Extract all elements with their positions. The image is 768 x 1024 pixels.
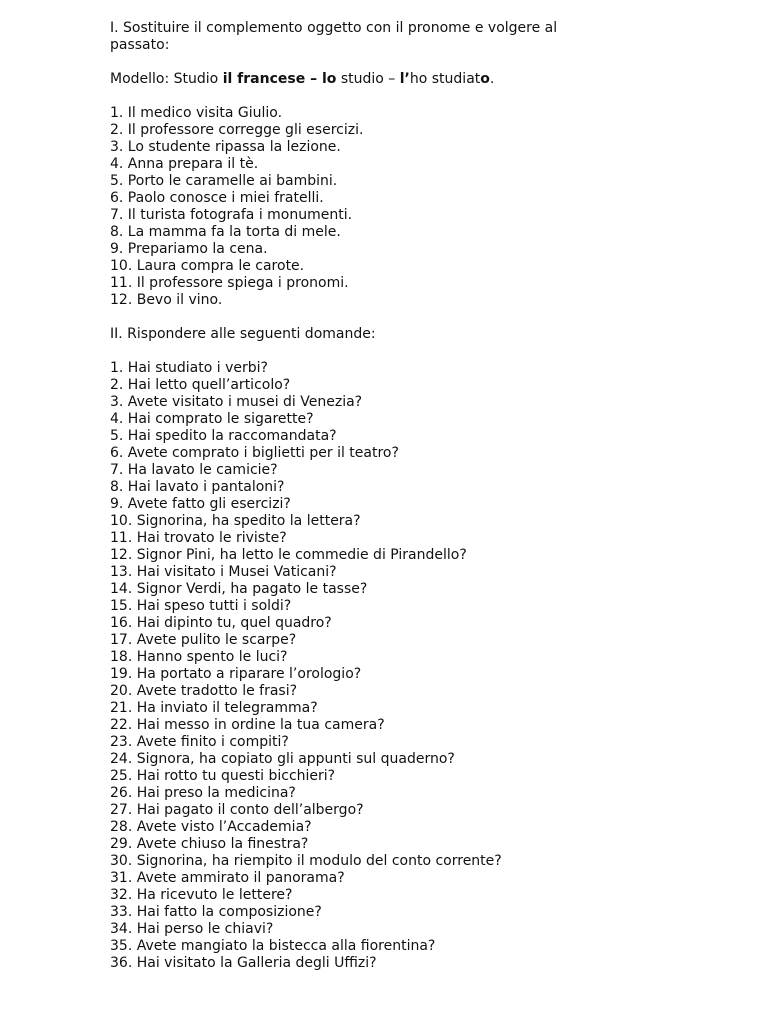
section-2-list (110, 360, 730, 972)
list-item: 8. Hai lavato i pantaloni? (110, 479, 285, 495)
list-item: 21. Ha inviato il telegramma? (110, 700, 318, 716)
model-period: . (489, 71, 495, 87)
spacer (110, 309, 730, 326)
list-item: 9. Prepariamo la cena. (110, 241, 268, 257)
list-item: 7. Ha lavato le camicie? (110, 462, 278, 478)
list-item: 6. Paolo conosce i miei fratelli. (110, 190, 324, 206)
list-item: 3. Avete visitato i musei di Venezia? (110, 394, 363, 410)
section-1-heading-line-2: passato: (110, 37, 170, 53)
list-item: 6. Avete comprato i biglietti per il teatro? (110, 445, 399, 461)
list-item: 13. Hai visitato i Musei Vaticani? (110, 564, 337, 580)
document-page (110, 20, 730, 972)
list-item: 18. Hanno spento le luci? (110, 649, 288, 665)
spacer (110, 88, 730, 105)
list-item: 32. Ha ricevuto le lettere? (110, 887, 293, 903)
list-item: 26. Hai preso la medicina? (110, 785, 296, 801)
model-ending: o (480, 71, 490, 87)
list-item: 4. Anna prepara il tè. (110, 156, 259, 172)
list-item: 4. Hai comprato le sigarette? (110, 411, 314, 427)
list-item: 7. Il turista fotografa i monumenti. (110, 207, 353, 223)
list-item: 17. Avete pulito le scarpe? (110, 632, 297, 648)
model-dash: – (305, 71, 322, 87)
model-past: ho studiat (409, 71, 481, 87)
list-item: 23. Avete finito i compiti? (110, 734, 289, 750)
model-prefix: Modello: Studio (110, 71, 223, 87)
list-item: 28. Avete visto l’Accademia? (110, 819, 312, 835)
list-item: 20. Avete tradotto le frasi? (110, 683, 298, 699)
section-1-list (110, 105, 730, 309)
spacer (110, 343, 730, 360)
list-item: 1. Il medico visita Giulio. (110, 105, 283, 121)
list-item: 12. Signor Pini, ha letto le commedie di Pirandello? (110, 547, 467, 563)
list-item: 11. Hai trovato le riviste? (110, 530, 287, 546)
list-item: 5. Hai spedito la raccomandata? (110, 428, 337, 444)
list-item: 2. Il professore corregge gli esercizi. (110, 122, 364, 138)
model-middle: studio – (336, 71, 400, 87)
list-item: 22. Hai messo in ordine la tua camera? (110, 717, 385, 733)
model-example (110, 71, 730, 88)
list-item: 10. Signorina, ha spedito la lettera? (110, 513, 361, 529)
list-item: 33. Hai fatto la composizione? (110, 904, 322, 920)
model-pronoun: lo (321, 71, 337, 87)
list-item: 27. Hai pagato il conto dell’albergo? (110, 802, 364, 818)
list-item: 3. Lo studente ripassa la lezione. (110, 139, 341, 155)
model-object: il francese (222, 71, 306, 87)
list-item: 2. Hai letto quell’articolo? (110, 377, 291, 393)
list-item: 29. Avete chiuso la finestra? (110, 836, 309, 852)
section-1 (110, 20, 730, 309)
list-item: 30. Signorina, ha riempito il modulo del conto corrente? (110, 853, 502, 869)
section-1-heading-line-1: I. Sostituire il complemento oggetto con il pronome e volgere al (110, 20, 558, 36)
list-item: 24. Signora, ha copiato gli appunti sul quaderno? (110, 751, 455, 767)
list-item: 11. Il professore spiega i pronomi. (110, 275, 349, 291)
model-elided-pronoun: l’ (399, 71, 410, 87)
list-item: 25. Hai rotto tu questi bicchieri? (110, 768, 336, 784)
list-item: 34. Hai perso le chiavi? (110, 921, 274, 937)
list-item: 9. Avete fatto gli esercizi? (110, 496, 291, 512)
list-item: 5. Porto le caramelle ai bambini. (110, 173, 338, 189)
section-2 (110, 326, 730, 972)
list-item: 1. Hai studiato i verbi? (110, 360, 268, 376)
list-item: 12. Bevo il vino. (110, 292, 223, 308)
section-2-heading: II. Rispondere alle seguenti domande: (110, 326, 376, 342)
list-item: 14. Signor Verdi, ha pagato le tasse? (110, 581, 368, 597)
list-item: 8. La mamma fa la torta di mele. (110, 224, 341, 240)
list-item: 15. Hai speso tutti i soldi? (110, 598, 292, 614)
list-item: 16. Hai dipinto tu, quel quadro? (110, 615, 332, 631)
list-item: 31. Avete ammirato il panorama? (110, 870, 345, 886)
list-item: 10. Laura compra le carote. (110, 258, 305, 274)
spacer (110, 54, 730, 71)
list-item: 36. Hai visitato la Galleria degli Uffizi? (110, 955, 377, 971)
list-item: 19. Ha portato a riparare l’orologio? (110, 666, 362, 682)
list-item: 35. Avete mangiato la bistecca alla fiorentina? (110, 938, 436, 954)
